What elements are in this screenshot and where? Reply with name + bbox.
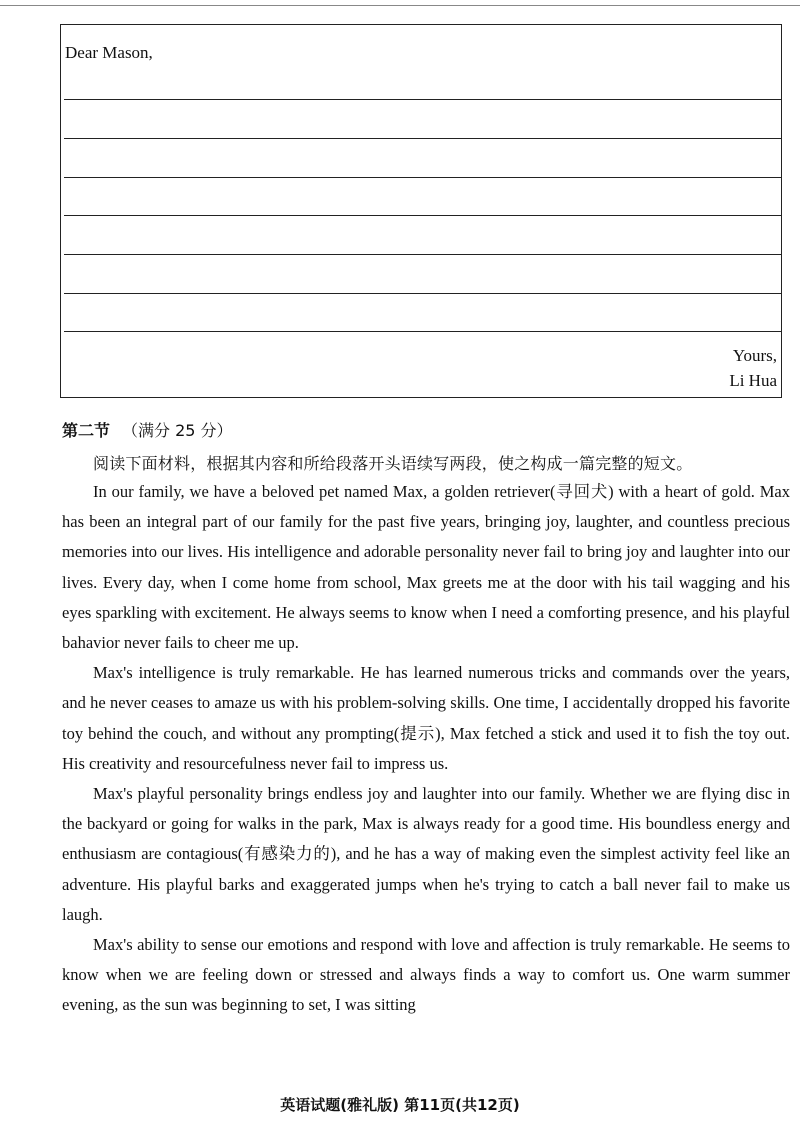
section-score: （满分 25 分） (122, 421, 233, 440)
page-footer: 英语试题(雅礼版) 第11页(共12页) (280, 1096, 520, 1114)
letter-salutation: Dear Mason, (65, 43, 153, 62)
passage-paragraph: Max's ability to sense our emotions and respond with love and affection is truly remarkable. He seems to know when we are feeling down or stressed and always finds a way to comfort us. One warm summer evening, as the sun was beginning to set, I was sitting (62, 935, 790, 1015)
letter-closing-block (729, 343, 777, 393)
section-instruction: 阅读下面材料，根据其内容和所给段落开头语续写两段，使之构成一篇完整的短文。 (93, 454, 693, 473)
passage-paragraph: In our family, we have a beloved pet named Max, a golden retriever(寻回犬) with a heart of gold. Max has been an integral part of our family for the past five years, bringing joy, laughter, and countless precious memories into our lives. His intelligence and adorable personality never fail to bring joy and laughter into our lives. Every day, when I come home from school, Max greets me at the door with his tail wagging and his eyes sparkling with excitement. He always seems to know when I need a comforting presence, and his playful bahavior never fails to cheer me up. (62, 482, 790, 653)
writing-line (64, 254, 781, 255)
letter-writing-box (60, 24, 782, 398)
writing-line (64, 331, 781, 332)
section-title: 第二节 (62, 421, 111, 440)
writing-line (64, 99, 781, 100)
letter-signature: Li Hua (729, 371, 777, 390)
letter-closing: Yours, (732, 346, 777, 365)
writing-line (64, 293, 781, 294)
passage-paragraph: Max's intelligence is truly remarkable. He has learned numerous tricks and commands over the years, and he never ceases to amaze us with his problem-solving skills. One time, I accidentally dropped his favorite toy behind the couch, and without any prompting(提示), Max fetched a stick and used it to fish the toy out. His creativity and resourcefulness never fail to impress us. (62, 663, 790, 773)
passage-paragraph: Max's playful personality brings endless joy and laughter into our family. Whether we are flying disc in the backyard or going for walks in the park, Max is always ready for a good time. His boundless energy and enthusiasm are contagious(有感染力的), and he has a way of making even the simplest activity feel like an adventure. His playful barks and exaggerated jumps when he's trying to catch a ball never fail to make us laugh. (62, 784, 790, 924)
section-heading (62, 418, 233, 441)
writing-line (64, 177, 781, 178)
writing-line (64, 138, 781, 139)
writing-line (64, 215, 781, 216)
top-rule (0, 5, 800, 6)
reading-passage (62, 477, 790, 1021)
